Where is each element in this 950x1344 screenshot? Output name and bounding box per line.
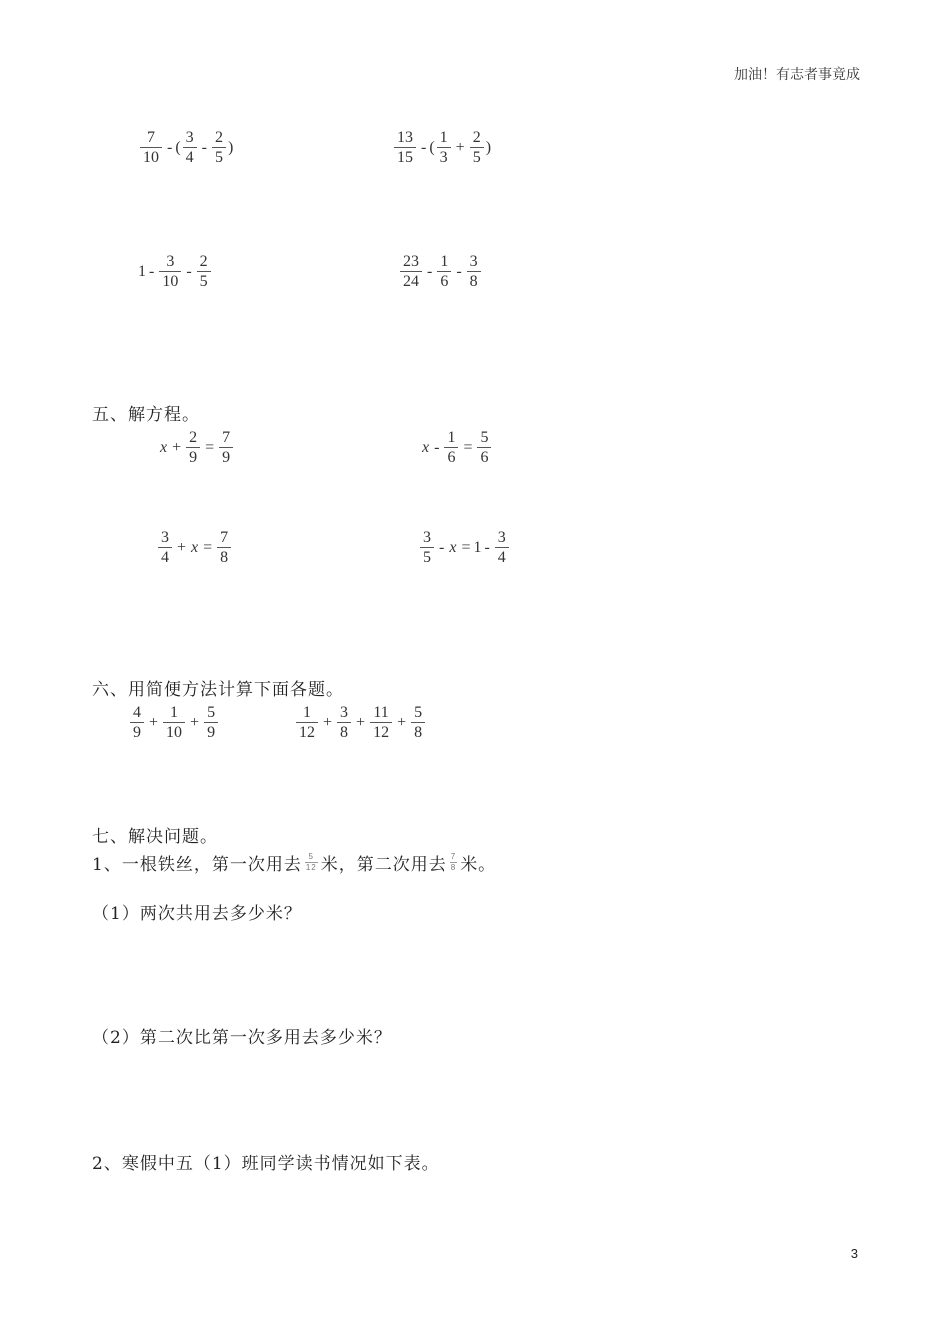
problem-1-question-1: （1）两次共用去多少米？ xyxy=(92,904,302,924)
fraction: $\frac{5}{6}$ xyxy=(477,428,491,467)
problem-1-statement: 1、一根铁丝，第一次用去 5 12 米，第二次用去 7 8 米。 xyxy=(92,852,497,875)
fraction: $\frac{4}{9}$ xyxy=(130,703,144,742)
calc-expression-3: 1 - $\frac{3}{10}$ - $\frac{2}{5}$ xyxy=(138,252,213,291)
fraction: $\frac{3}{4}$ xyxy=(158,528,172,567)
fraction: $\frac{3}{8}$ xyxy=(467,252,481,291)
small-fraction: 5 12 xyxy=(305,852,317,872)
problem-1-question-2: （2）第二次比第一次多用去多少米？ xyxy=(92,1028,392,1048)
fraction: $\frac{3}{5}$ xyxy=(420,528,434,567)
fraction: $\frac{1}{12}$ xyxy=(296,703,318,742)
fraction: $\frac{1}{3}$ xyxy=(437,128,451,167)
page-number: 3 xyxy=(850,1246,858,1261)
fraction: $\frac{2}{5}$ xyxy=(470,128,484,167)
fraction: $\frac{7}{8}$ xyxy=(217,528,231,567)
fraction: $\frac{3}{4}$ xyxy=(495,528,509,567)
simplify-expression-2: $\frac{1}{12}$ + $\frac{3}{8}$ + $\frac{11}{12}$ + $\frac{5}{8}$ xyxy=(294,703,427,742)
section-7-title: 七、解决问题。 xyxy=(92,827,218,847)
fraction: $\frac{5}{8}$ xyxy=(411,703,425,742)
fraction: $\frac{7}{9}$ xyxy=(219,428,233,467)
small-fraction: 7 8 xyxy=(450,852,457,872)
fraction: $\frac{1}{6}$ xyxy=(437,252,451,291)
fraction: $\frac{3}{8}$ xyxy=(337,703,351,742)
equation-4: $\frac{3}{5}$ - x = 1 - $\frac{3}{4}$ xyxy=(418,528,511,567)
fraction: $\frac{3}{4}$ xyxy=(183,128,197,167)
fraction: $\frac{11}{12}$ xyxy=(370,703,392,742)
fraction: $\frac{3}{10}$ xyxy=(159,252,181,291)
calc-expression-2: $\frac{13}{15}$ - ( $\frac{1}{3}$ + $\frac{2}{5}$ ) xyxy=(392,128,491,167)
fraction: $\frac{13}{15}$ xyxy=(394,128,416,167)
fraction: $\frac{1}{10}$ xyxy=(163,703,185,742)
calc-expression-1: $\frac{7}{10}$ - ( $\frac{3}{4}$ - $\frac{2}{5}$ ) xyxy=(138,128,233,167)
simplify-expression-1: $\frac{4}{9}$ + $\frac{1}{10}$ + $\frac{5}{9}$ xyxy=(128,703,220,742)
fraction: $\frac{5}{9}$ xyxy=(204,703,218,742)
fraction: $\frac{7}{10}$ xyxy=(140,128,162,167)
fraction: $\frac{2}{9}$ xyxy=(186,428,200,467)
problem-2-statement: 2、寒假中五（1）班同学读书情况如下表。 xyxy=(92,1154,440,1174)
equation-1: x + $\frac{2}{9}$ = $\frac{7}{9}$ xyxy=(158,428,235,467)
fraction: $\frac{2}{5}$ xyxy=(197,252,211,291)
calc-expression-4: $\frac{23}{24}$ - $\frac{1}{6}$ - $\frac{3}{8}$ xyxy=(398,252,483,291)
equation-3: $\frac{3}{4}$ + x = $\frac{7}{8}$ xyxy=(156,528,233,567)
equation-2: x - $\frac{1}{6}$ = $\frac{5}{6}$ xyxy=(420,428,493,467)
fraction: $\frac{1}{6}$ xyxy=(444,428,458,467)
section-5-title: 五、解方程。 xyxy=(92,405,200,425)
page-header-motto: 加油！有志者事竟成 xyxy=(734,67,860,83)
fraction: $\frac{23}{24}$ xyxy=(400,252,422,291)
fraction: $\frac{2}{5}$ xyxy=(212,128,226,167)
section-6-title: 六、用简便方法计算下面各题。 xyxy=(92,680,344,700)
